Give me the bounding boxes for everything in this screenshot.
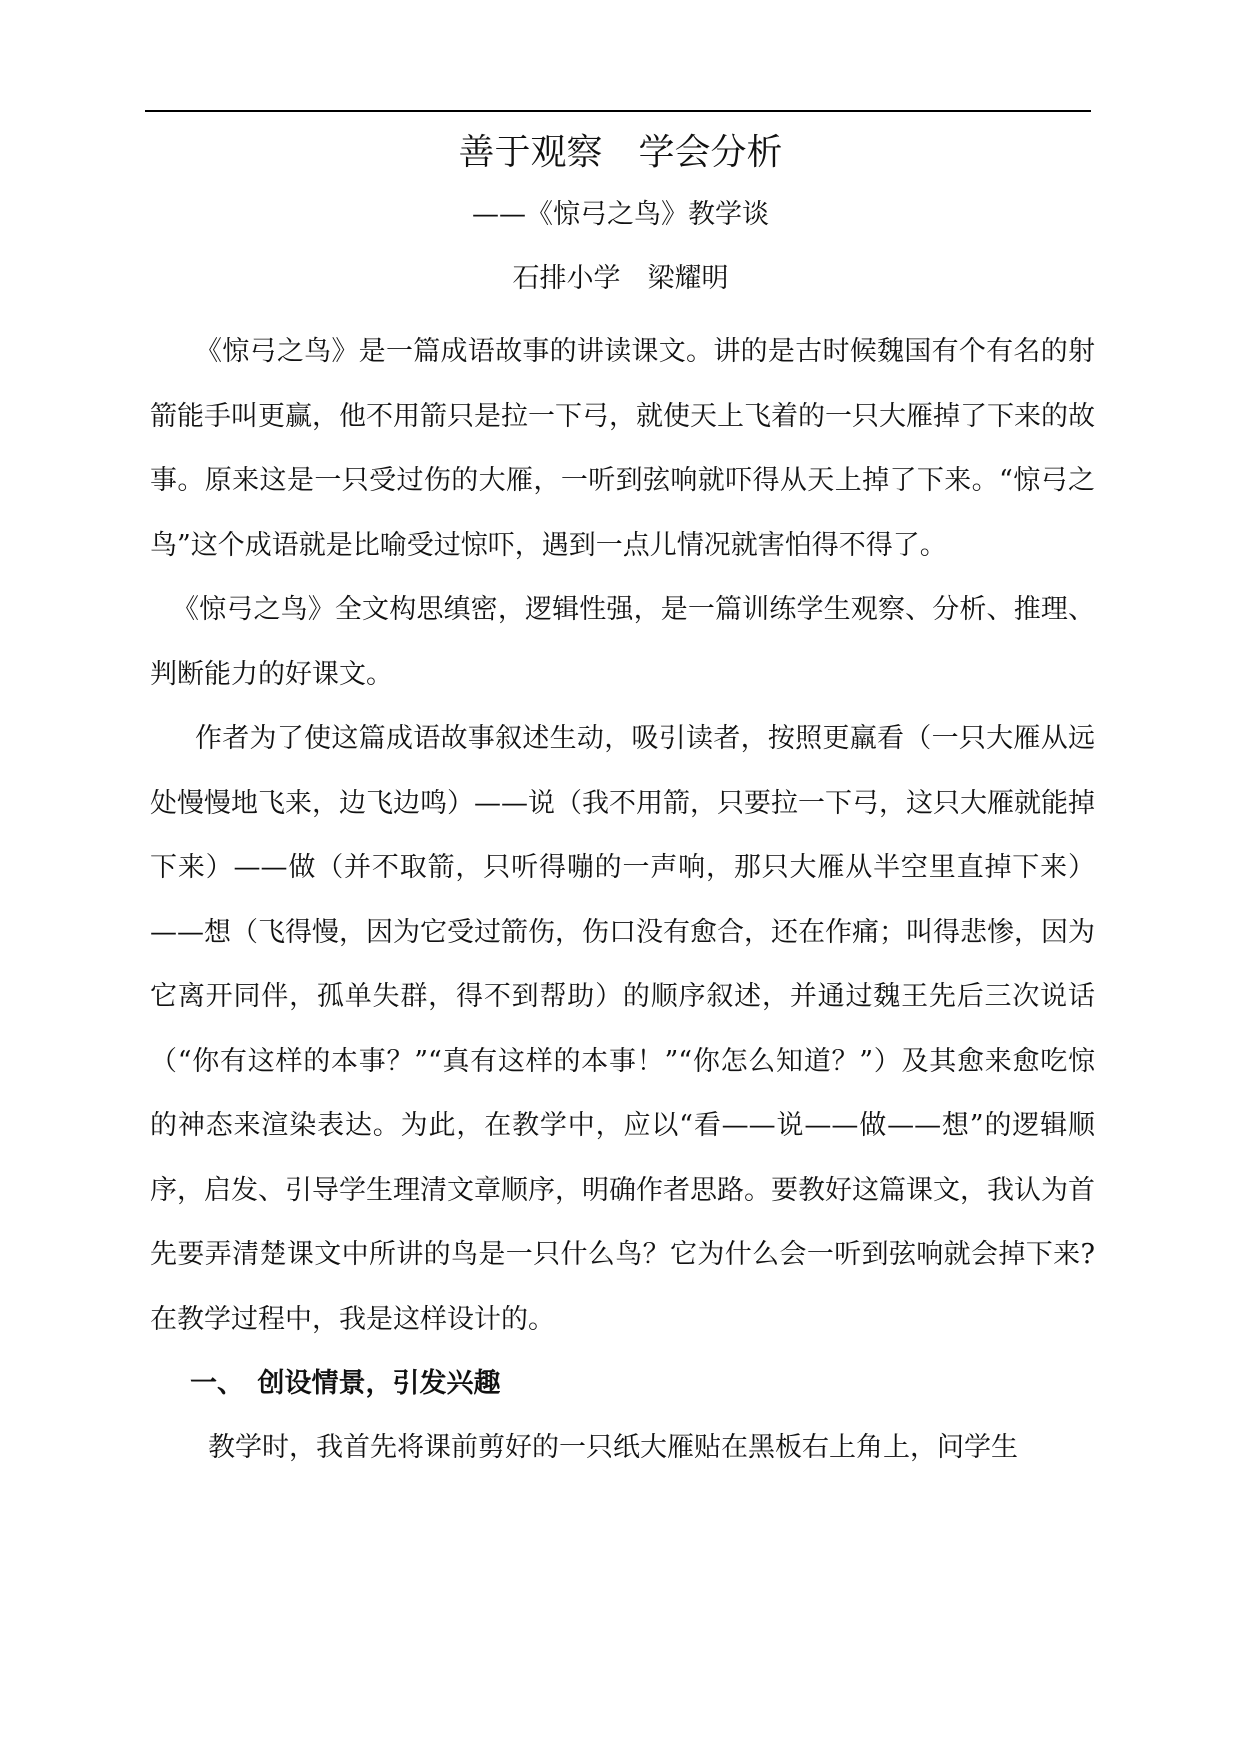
paragraph-2: 《惊弓之鸟》全文构思缜密，逻辑性强，是一篇训练学生观察、分析、推理、判断能力的好课文。 xyxy=(150,594,1095,690)
article-body xyxy=(150,320,1095,1481)
page-subtitle: ——《惊弓之鸟》教学谈 xyxy=(472,199,769,230)
page-title: 善于观察 学会分析 xyxy=(458,132,783,173)
paragraph-1: 《惊弓之鸟》是一篇成语故事的讲读课文。讲的是古时候魏国有个有名的射箭能手叫更赢，他不用箭只是拉一下弓，就使天上飞着的一只大雁掉了下来的故事。原来这是一只受过伤的大雁，一听到弦响就吓得从天上掉了下来。“惊弓之鸟”这个成语就是比喻受过惊吓，遇到一点儿情况就害怕得不得了。 xyxy=(150,336,1095,561)
section-heading: 一、 创设情景，引发兴趣 xyxy=(190,1368,501,1399)
paragraph-3: 作者为了使这篇成语故事叙述生动，吸引读者，按照更羸看（一只大雁从远处慢慢地飞来，边飞边鸣）——说（我不用箭，只要拉一下弓，这只大雁就能掉下来）——做（并不取箭，只听得嘣的一声响，那只大雁从半空里直掉下来）——想（飞得慢，因为它受过箭伤，伤口没有愈合，还在作痛；叫得悲惨，因为它离开同伴，孤单失群，得不到帮助）的顺序叙述，并通过魏王先后三次说话（“你有这样的本事？”“真有这样的本事！”“你怎么知道？”）及其愈来愈吃惊的神态来渲染表达。为此，在教学中，应以“看——说——做——想”的逻辑顺序，启发、引导学生理清文章顺序，明确作者思路。要教好这篇课文，我认为首先要弄清楚课文中所讲的鸟是一只什么鸟？它为什么会一听到弦响就会掉下来?在教学过程中，我是这样设计的。 xyxy=(150,723,1095,1335)
author-line: 石排小学 梁耀明 xyxy=(512,263,729,294)
header-rule xyxy=(145,110,1091,112)
paragraph-4: 教学时，我首先将课前剪好的一只纸大雁贴在黑板右上角上，问学生 xyxy=(208,1432,1018,1463)
